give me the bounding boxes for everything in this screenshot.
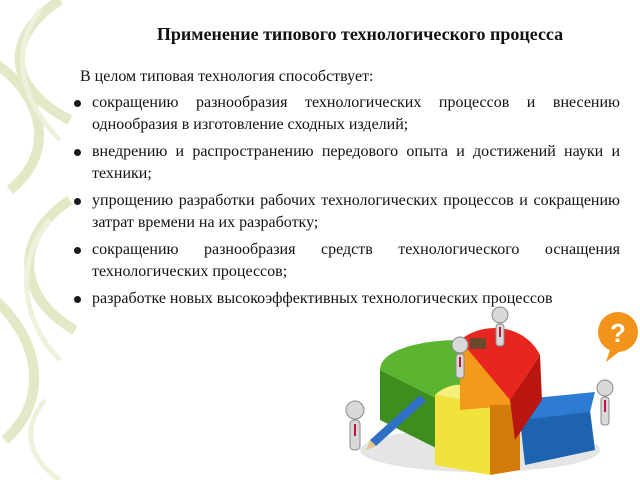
bullet-item: сокращению разнообразия технологических процессов и внесению однообразия в изготовление сходных изделий; <box>0 92 620 136</box>
question-mark: ? <box>610 318 626 348</box>
intro-text: В целом типовая технология способствует: <box>80 68 374 85</box>
bullet-item: упрощению разработки рабочих технологических процессов и сокращению затрат времени на их разработку; <box>0 190 620 234</box>
question-bubble-icon <box>598 312 638 362</box>
bullet-list <box>0 92 620 315</box>
bullet-item: сокращению разнообразия средств технологического оснащения технологических процессов; <box>0 239 620 283</box>
pie-chart-clipart <box>310 300 640 480</box>
pie-slices <box>360 328 600 475</box>
bullet-item: разработке новых высокоэффективных технологических процессов <box>0 288 620 310</box>
slide-title: Применение типового технологического процесса <box>156 24 564 44</box>
bullet-item: внедрению и распространению передового опыта и достижений науки и техники; <box>0 141 620 185</box>
